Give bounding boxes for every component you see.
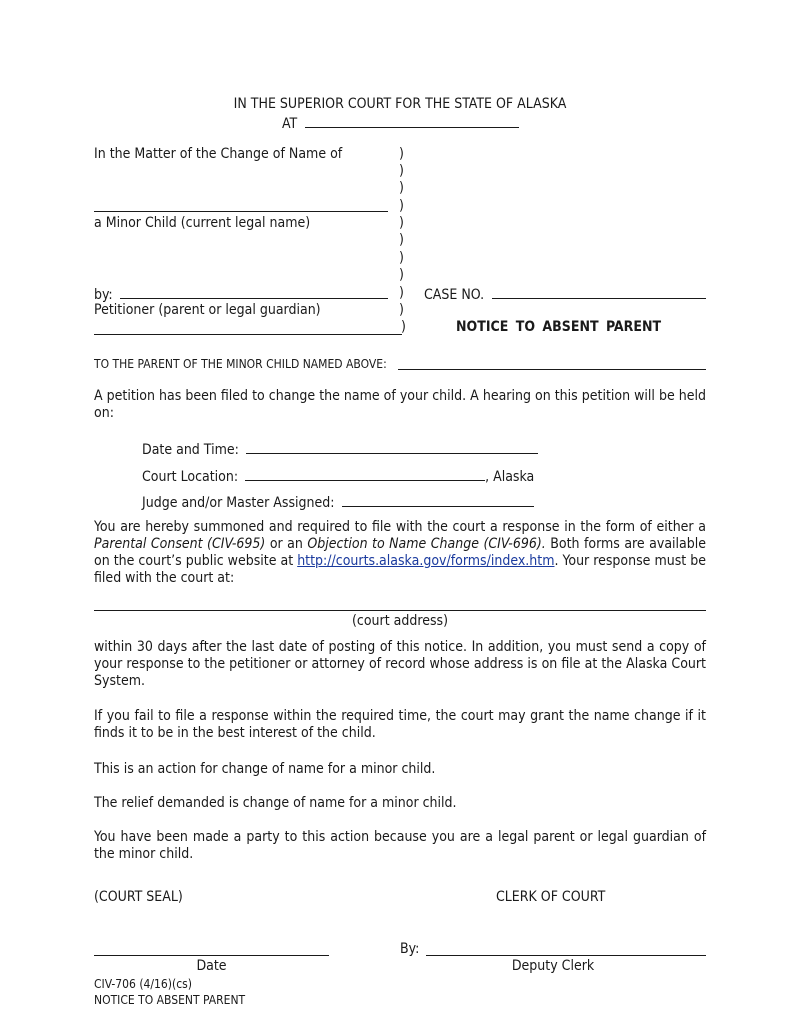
form-civ-695: Parental Consent (CIV-695) — [94, 536, 266, 552]
at-label: AT — [282, 116, 298, 132]
caption-paren: ) — [399, 285, 404, 301]
summons-paragraph — [94, 519, 706, 587]
petitioner-name-field[interactable] — [120, 285, 388, 299]
deputy-clerk-signature-field[interactable] — [426, 955, 706, 956]
court-address-caption: (court address) — [351, 613, 448, 629]
form-code: CIV-706 (4/16)(cs) — [94, 977, 192, 991]
form-civ-696: Objection to Name Change (CIV-696). — [307, 536, 546, 552]
caption-paren: ) — [399, 146, 404, 162]
by-label: by: — [94, 287, 113, 303]
document-title: NOTICE TO ABSENT PARENT — [456, 319, 662, 335]
hearing-date-line — [142, 440, 538, 459]
caption-paren: ) — [399, 302, 404, 318]
minor-name-field[interactable] — [94, 211, 388, 212]
date-label: Date — [196, 958, 227, 974]
caption-paren: ) — [399, 267, 404, 283]
petitioner-label: Petitioner (parent or legal guardian) — [94, 302, 321, 318]
matter-label: In the Matter of the Change of Name of — [94, 146, 343, 162]
caption-paren: ) — [399, 215, 404, 231]
caption-paren: ) — [399, 180, 404, 196]
caption-paren: ) — [401, 319, 406, 335]
by-label: By: — [400, 941, 420, 957]
caption-paren: ) — [399, 163, 404, 179]
action-paragraph: This is an action for change of name for a minor child. — [94, 761, 436, 777]
date-time-field[interactable] — [246, 440, 538, 454]
court-location-field[interactable] — [305, 114, 519, 128]
date-time-label: Date and Time: — [142, 442, 239, 458]
minor-label: a Minor Child (current legal name) — [94, 215, 311, 231]
alaska-suffix: , Alaska — [485, 469, 535, 485]
caption-paren: ) — [399, 198, 404, 214]
date-signature-field[interactable] — [94, 955, 329, 956]
hearing-judge-line — [142, 493, 534, 512]
party-paragraph: You have been made a party to this action because you are a legal parent or legal guardian of the minor child. — [94, 829, 706, 862]
court-location-label: Court Location: — [142, 469, 239, 485]
form-name: NOTICE TO ABSENT PARENT — [94, 993, 246, 1007]
court-title — [0, 96, 800, 113]
caption-paren: ) — [399, 250, 404, 266]
judge-field[interactable] — [342, 493, 534, 507]
court-address-field[interactable] — [94, 610, 706, 611]
hearing-location-field[interactable] — [245, 467, 485, 481]
forms-website-link[interactable]: http://courts.alaska.gov/forms/index.htm — [297, 553, 555, 569]
summons-text: or an — [265, 536, 308, 552]
case-no-label: CASE NO. — [424, 287, 485, 303]
court-title-text: IN THE SUPERIOR COURT FOR THE STATE OF ALASKA — [233, 96, 567, 112]
relief-paragraph: The relief demanded is change of name for a minor child. — [94, 795, 457, 811]
case-number-field[interactable] — [492, 285, 706, 299]
court-seal-label: (COURT SEAL) — [94, 889, 183, 905]
intro-paragraph: A petition has been filed to change the name of your child. A hearing on this petition will be held on: — [94, 388, 706, 421]
case-number-line — [424, 285, 706, 304]
summons-text: . Your response must be filed with the court at: — [94, 553, 706, 586]
court-location-line — [282, 114, 519, 133]
response-deadline-paragraph: within 30 days after the last date of posting of this notice. In addition, you must send a copy of your response to the petitioner or attorney of record whose address is on file at the Alaska Court System. — [94, 639, 706, 689]
clerk-of-court-label: CLERK OF COURT — [496, 889, 606, 905]
addressee-field[interactable] — [398, 369, 706, 370]
failure-paragraph: If you fail to file a response within the required time, the court may grant the name change if it finds it to be in the best interest of the child. — [94, 708, 706, 741]
summons-text: You are hereby summoned and required to file with the court a response in the form of either a — [94, 519, 706, 535]
deputy-clerk-label: Deputy Clerk — [511, 958, 595, 974]
addressee-label: TO THE PARENT OF THE MINOR CHILD NAMED ABOVE: — [94, 357, 387, 371]
petitioner-extra-field[interactable] — [94, 334, 402, 335]
summons-text: Both forms are available on the court’s public website at — [94, 536, 706, 569]
addressee-line — [94, 356, 387, 373]
hearing-location-line — [142, 467, 534, 486]
caption-paren: ) — [399, 232, 404, 248]
judge-label: Judge and/or Master Assigned: — [142, 495, 335, 511]
